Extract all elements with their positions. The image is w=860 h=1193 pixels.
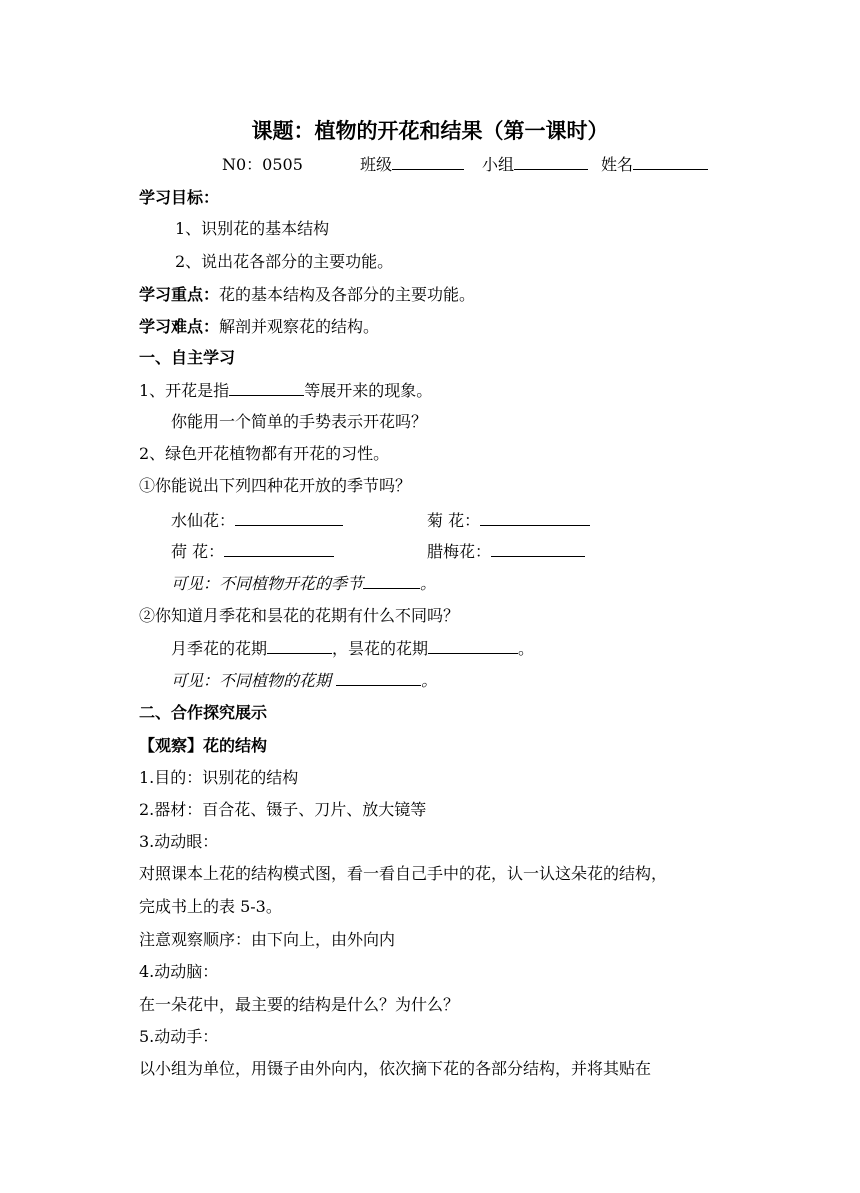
rose-period-label: 月季花的花期 (171, 639, 268, 658)
chrysanthemum-blank (480, 510, 590, 526)
body-line: 以小组为单位，用镊子由外向内，依次摘下花的各部分结构，并将其贴在 (139, 1059, 652, 1078)
conclusion-1 (171, 573, 436, 595)
flower-wintersweet (427, 541, 585, 563)
doc-number: N0：0505 (222, 155, 303, 174)
conclusion-1-end: 。 (420, 574, 437, 593)
question-1-sub: 你能用一个简单的手势表示开花吗？ (171, 412, 428, 431)
body-line: 4.动动脑： (139, 962, 219, 981)
q1-prefix: 1、开花是指 (139, 381, 230, 400)
body-line: 注意观察顺序：由下向上，由外向内 (139, 930, 396, 949)
conclusion-2 (171, 670, 437, 692)
section1-heading: 一、自主学习 (139, 348, 236, 367)
key-point-text: 花的基本结构及各部分的主要功能。 (219, 285, 476, 304)
conclusion-1-text: 可见：不同植物开花的季节 (171, 574, 364, 593)
body-line: 完成书上的表 5-3。 (139, 897, 282, 916)
objectives-heading: 学习目标： (139, 188, 220, 207)
wintersweet-blank (491, 541, 585, 557)
narcissus-blank (235, 510, 343, 526)
epiphyllum-period-label: ，昙花的花期 (332, 639, 429, 658)
difficulty-label: 学习难点： (139, 317, 220, 336)
flower-chrysanthemum (427, 510, 590, 532)
body-line: 3.动动眼： (139, 832, 219, 851)
q2b-end: 。 (518, 639, 535, 658)
objective-item-2: 2、说出花各部分的主要功能。 (175, 252, 394, 271)
conclusion-2-end: 。 (421, 671, 438, 690)
body-line: 2.器材：百合花、镊子、刀片、放大镜等 (139, 800, 427, 819)
question-2a: ①你能说出下列四种花开放的季节吗？ (139, 476, 412, 495)
conclusion-1-blank (363, 573, 420, 589)
question-1 (139, 380, 432, 402)
conclusion-2-text: 可见：不同植物的花期 (171, 671, 337, 690)
flower-lotus (171, 541, 334, 563)
q1-suffix: 等展开来的现象。 (304, 381, 433, 400)
name-label: 姓名 (601, 155, 634, 174)
epiphyllum-period-blank (428, 638, 518, 654)
class-label: 班级 (360, 155, 393, 174)
name-field (601, 154, 708, 176)
group-field (482, 154, 588, 176)
difficulty-text: 解剖并观察花的结构。 (219, 317, 380, 336)
body-line: 5.动动手： (139, 1027, 219, 1046)
flower-narcissus (171, 510, 343, 532)
section2-heading: 二、合作探究展示 (139, 703, 268, 722)
narcissus-label: 水仙花： (171, 511, 236, 530)
body-line: 1.目的：识别花的结构 (139, 768, 299, 787)
chrysanthemum-label: 菊 花： (427, 511, 481, 530)
lotus-label: 荷 花： (171, 542, 225, 561)
observe-bracket: 【观察】 (139, 736, 204, 755)
question-2b-answer (171, 638, 534, 660)
q1-blank (229, 380, 304, 396)
group-label: 小组 (482, 155, 515, 174)
name-blank (633, 154, 708, 170)
difficulty (139, 316, 379, 338)
class-field (360, 154, 464, 176)
lotus-blank (224, 541, 334, 557)
group-blank (514, 154, 588, 170)
body-line: 对照课本上花的结构模式图，看一看自己手中的花，认一认这朵花的结构， (139, 864, 668, 883)
question-2b: ②你知道月季花和昙花的花期有什么不同吗？ (139, 606, 460, 625)
class-blank (392, 154, 464, 170)
observe-title: 花的结构 (203, 736, 268, 755)
question-2: 2、绿色开花植物都有开花的习性。 (139, 444, 390, 463)
rose-period-blank (267, 638, 332, 654)
conclusion-2-blank (336, 670, 421, 686)
key-point-label: 学习重点： (139, 285, 220, 304)
body-line: 在一朵花中，最主要的结构是什么？为什么？ (139, 995, 460, 1014)
observe-heading (139, 735, 267, 757)
objective-item-1: 1、识别花的基本结构 (175, 219, 330, 238)
page-title: 课题：植物的开花和结果（第一课时） (251, 118, 609, 143)
wintersweet-label: 腊梅花： (427, 542, 492, 561)
key-point (139, 284, 475, 306)
